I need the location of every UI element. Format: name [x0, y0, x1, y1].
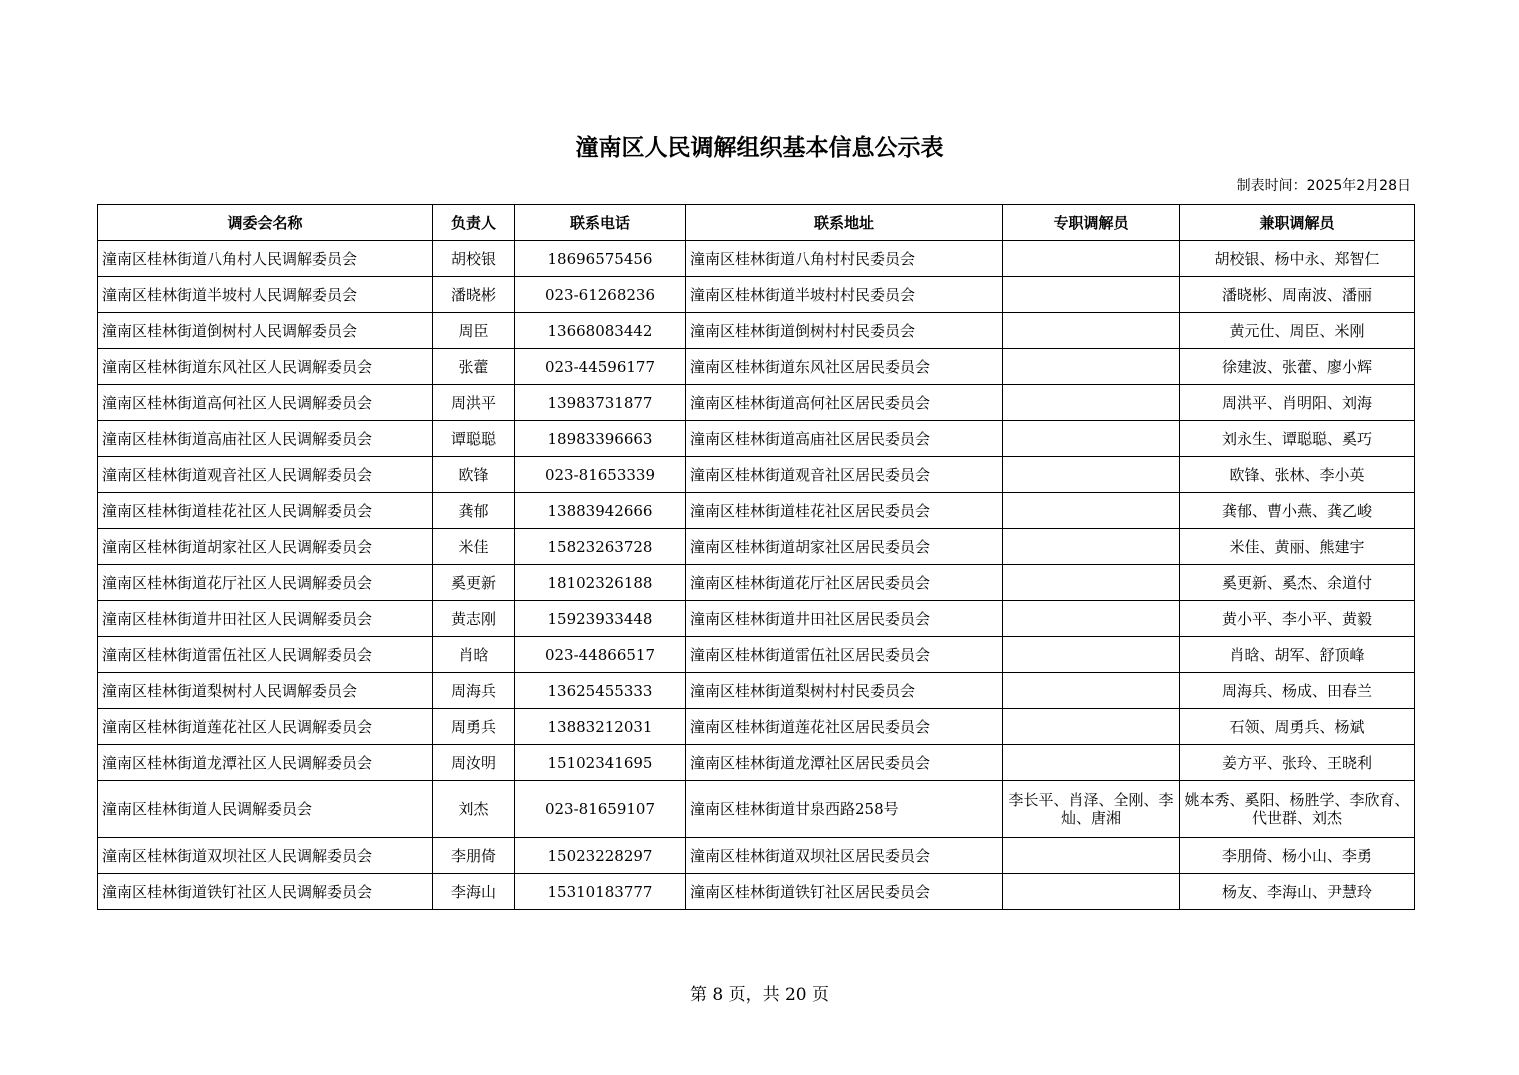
cell-phone: 13668083442	[515, 313, 686, 349]
cell-phone: 15023228297	[515, 838, 686, 874]
cell-phone: 13883212031	[515, 709, 686, 745]
cell-part-time: 胡校银、杨中永、郑智仁	[1180, 241, 1415, 277]
cell-leader: 周海兵	[433, 673, 515, 709]
table-row	[98, 874, 1415, 910]
table-row	[98, 277, 1415, 313]
cell-leader: 胡校银	[433, 241, 515, 277]
cell-leader: 李海山	[433, 874, 515, 910]
cell-name: 潼南区桂林街道花厅社区人民调解委员会	[98, 565, 433, 601]
cell-address: 潼南区桂林街道高庙社区居民委员会	[686, 421, 1003, 457]
cell-leader: 周洪平	[433, 385, 515, 421]
cell-address: 潼南区桂林街道铁钉社区居民委员会	[686, 874, 1003, 910]
cell-name: 潼南区桂林街道雷伍社区人民调解委员会	[98, 637, 433, 673]
cell-phone: 15923933448	[515, 601, 686, 637]
cell-phone: 13625455333	[515, 673, 686, 709]
column-header-part-time: 兼职调解员	[1180, 205, 1415, 241]
cell-leader: 米佳	[433, 529, 515, 565]
cell-full-time	[1003, 529, 1180, 565]
cell-address: 潼南区桂林街道东风社区居民委员会	[686, 349, 1003, 385]
table-row	[98, 529, 1415, 565]
column-header-leader: 负责人	[433, 205, 515, 241]
cell-name: 潼南区桂林街道人民调解委员会	[98, 781, 433, 838]
cell-leader: 谭聪聪	[433, 421, 515, 457]
cell-phone: 023-81659107	[515, 781, 686, 838]
cell-part-time: 姜方平、张玲、王晓利	[1180, 745, 1415, 781]
cell-address: 潼南区桂林街道龙潭社区居民委员会	[686, 745, 1003, 781]
cell-leader: 李朋倚	[433, 838, 515, 874]
cell-leader: 周臣	[433, 313, 515, 349]
cell-leader: 奚更新	[433, 565, 515, 601]
cell-leader: 黄志刚	[433, 601, 515, 637]
table-row	[98, 385, 1415, 421]
cell-address: 潼南区桂林街道花厅社区居民委员会	[686, 565, 1003, 601]
table-row	[98, 745, 1415, 781]
cell-leader: 欧锋	[433, 457, 515, 493]
table-row	[98, 601, 1415, 637]
table-row	[98, 349, 1415, 385]
cell-name: 潼南区桂林街道井田社区人民调解委员会	[98, 601, 433, 637]
cell-part-time: 周海兵、杨成、田春兰	[1180, 673, 1415, 709]
cell-name: 潼南区桂林街道梨树村人民调解委员会	[98, 673, 433, 709]
column-header-full-time: 专职调解员	[1003, 205, 1180, 241]
cell-full-time	[1003, 673, 1180, 709]
cell-phone: 15310183777	[515, 874, 686, 910]
cell-phone: 023-44866517	[515, 637, 686, 673]
cell-address: 潼南区桂林街道倒树村村民委员会	[686, 313, 1003, 349]
cell-phone: 023-44596177	[515, 349, 686, 385]
cell-name: 潼南区桂林街道八角村人民调解委员会	[98, 241, 433, 277]
cell-name: 潼南区桂林街道东风社区人民调解委员会	[98, 349, 433, 385]
cell-part-time: 刘永生、谭聪聪、奚巧	[1180, 421, 1415, 457]
cell-name: 潼南区桂林街道龙潭社区人民调解委员会	[98, 745, 433, 781]
cell-full-time: 李长平、肖泽、全刚、李灿、唐湘	[1003, 781, 1180, 838]
cell-name: 潼南区桂林街道高何社区人民调解委员会	[98, 385, 433, 421]
cell-name: 潼南区桂林街道铁钉社区人民调解委员会	[98, 874, 433, 910]
cell-full-time	[1003, 385, 1180, 421]
page-footer: 第 8 页，共 20 页	[689, 985, 830, 1005]
cell-part-time: 李朋倚、杨小山、李勇	[1180, 838, 1415, 874]
page-title: 潼南区人民调解组织基本信息公示表	[575, 135, 944, 161]
table-row	[98, 457, 1415, 493]
cell-leader: 龚郁	[433, 493, 515, 529]
cell-part-time: 黄元仕、周臣、米刚	[1180, 313, 1415, 349]
table-body	[98, 241, 1415, 910]
cell-phone: 18983396663	[515, 421, 686, 457]
table-row	[98, 637, 1415, 673]
cell-phone: 18102326188	[515, 565, 686, 601]
table-row	[98, 673, 1415, 709]
cell-phone: 15823263728	[515, 529, 686, 565]
cell-part-time: 米佳、黄丽、熊建宇	[1180, 529, 1415, 565]
header-row	[98, 205, 1415, 241]
cell-full-time	[1003, 493, 1180, 529]
cell-phone: 15102341695	[515, 745, 686, 781]
cell-part-time: 石领、周勇兵、杨斌	[1180, 709, 1415, 745]
cell-full-time	[1003, 277, 1180, 313]
cell-phone: 023-61268236	[515, 277, 686, 313]
cell-part-time: 龚郁、曹小燕、龚乙峻	[1180, 493, 1415, 529]
cell-address: 潼南区桂林街道胡家社区居民委员会	[686, 529, 1003, 565]
cell-part-time: 姚本秀、奚阳、杨胜学、李欣育、代世群、刘杰	[1180, 781, 1415, 838]
table-row	[98, 565, 1415, 601]
cell-full-time	[1003, 601, 1180, 637]
cell-leader: 周汝明	[433, 745, 515, 781]
cell-leader: 周勇兵	[433, 709, 515, 745]
cell-full-time	[1003, 637, 1180, 673]
cell-part-time: 欧锋、张林、李小英	[1180, 457, 1415, 493]
cell-address: 潼南区桂林街道井田社区居民委员会	[686, 601, 1003, 637]
cell-name: 潼南区桂林街道倒树村人民调解委员会	[98, 313, 433, 349]
cell-full-time	[1003, 421, 1180, 457]
made-time: 制表时间：2025年2月28日	[1236, 178, 1411, 194]
table-row	[98, 493, 1415, 529]
column-header-name: 调委会名称	[98, 205, 433, 241]
cell-name: 潼南区桂林街道高庙社区人民调解委员会	[98, 421, 433, 457]
table-row	[98, 241, 1415, 277]
cell-name: 潼南区桂林街道胡家社区人民调解委员会	[98, 529, 433, 565]
cell-phone: 13983731877	[515, 385, 686, 421]
cell-phone: 023-81653339	[515, 457, 686, 493]
cell-full-time	[1003, 349, 1180, 385]
cell-address: 潼南区桂林街道八角村村民委员会	[686, 241, 1003, 277]
cell-name: 潼南区桂林街道观音社区人民调解委员会	[98, 457, 433, 493]
cell-full-time	[1003, 838, 1180, 874]
cell-full-time	[1003, 241, 1180, 277]
cell-address: 潼南区桂林街道雷伍社区居民委员会	[686, 637, 1003, 673]
cell-phone: 13883942666	[515, 493, 686, 529]
cell-part-time: 周洪平、肖明阳、刘海	[1180, 385, 1415, 421]
cell-full-time	[1003, 709, 1180, 745]
cell-part-time: 徐建波、张藿、廖小辉	[1180, 349, 1415, 385]
table-row	[98, 709, 1415, 745]
cell-full-time	[1003, 457, 1180, 493]
cell-leader: 肖晗	[433, 637, 515, 673]
table-row	[98, 781, 1415, 838]
cell-name: 潼南区桂林街道半坡村人民调解委员会	[98, 277, 433, 313]
cell-part-time: 奚更新、奚杰、余道付	[1180, 565, 1415, 601]
cell-full-time	[1003, 874, 1180, 910]
cell-leader: 刘杰	[433, 781, 515, 838]
table-row	[98, 838, 1415, 874]
cell-part-time: 黄小平、李小平、黄毅	[1180, 601, 1415, 637]
cell-address: 潼南区桂林街道甘泉西路258号	[686, 781, 1003, 838]
column-header-address: 联系地址	[686, 205, 1003, 241]
cell-address: 潼南区桂林街道梨树村村民委员会	[686, 673, 1003, 709]
cell-address: 潼南区桂林街道桂花社区居民委员会	[686, 493, 1003, 529]
table-row	[98, 421, 1415, 457]
cell-name: 潼南区桂林街道双坝社区人民调解委员会	[98, 838, 433, 874]
cell-phone: 18696575456	[515, 241, 686, 277]
cell-full-time	[1003, 745, 1180, 781]
cell-full-time	[1003, 565, 1180, 601]
cell-part-time: 肖晗、胡军、舒顶峰	[1180, 637, 1415, 673]
cell-name: 潼南区桂林街道莲花社区人民调解委员会	[98, 709, 433, 745]
table-row	[98, 313, 1415, 349]
cell-address: 潼南区桂林街道双坝社区居民委员会	[686, 838, 1003, 874]
cell-name: 潼南区桂林街道桂花社区人民调解委员会	[98, 493, 433, 529]
cell-leader: 潘晓彬	[433, 277, 515, 313]
cell-address: 潼南区桂林街道半坡村村民委员会	[686, 277, 1003, 313]
cell-address: 潼南区桂林街道观音社区居民委员会	[686, 457, 1003, 493]
info-table	[97, 204, 1415, 910]
cell-full-time	[1003, 313, 1180, 349]
column-header-phone: 联系电话	[515, 205, 686, 241]
cell-address: 潼南区桂林街道高何社区居民委员会	[686, 385, 1003, 421]
cell-part-time: 杨友、李海山、尹慧玲	[1180, 874, 1415, 910]
cell-address: 潼南区桂林街道莲花社区居民委员会	[686, 709, 1003, 745]
cell-part-time: 潘晓彬、周南波、潘丽	[1180, 277, 1415, 313]
cell-leader: 张藿	[433, 349, 515, 385]
